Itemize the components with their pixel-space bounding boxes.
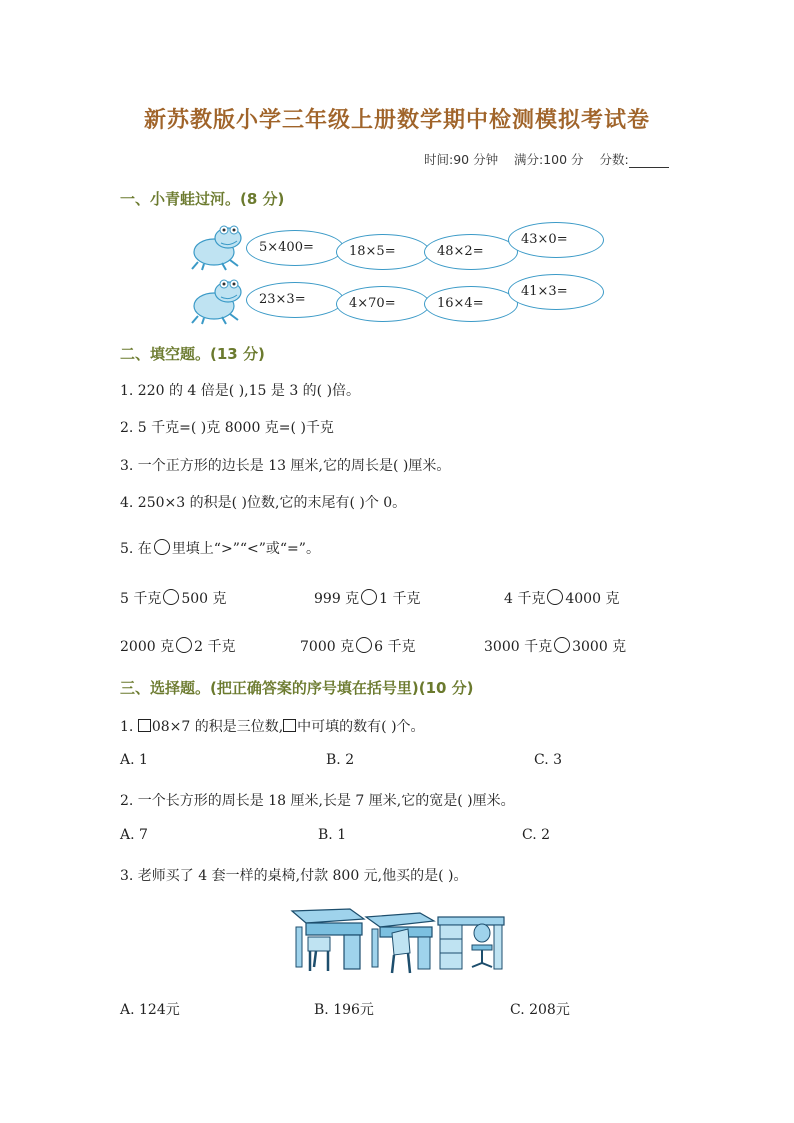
compare-right: 4000 克	[565, 591, 620, 607]
question-3-2: 2. 一个长方形的周长是 18 厘米,长是 7 厘米,它的宽是( )厘米。	[120, 793, 515, 809]
compare-item	[120, 588, 227, 608]
time-limit: 时间:90 分钟	[424, 152, 499, 167]
calc-expression: 41×3=	[521, 284, 568, 299]
compare-left: 999 克	[314, 591, 360, 607]
calc-expression: 16×4=	[437, 296, 484, 311]
exam-meta	[424, 150, 669, 168]
compare-item	[120, 636, 235, 656]
compare-item	[504, 588, 619, 608]
calc-expression: 18×5=	[349, 244, 396, 259]
section-1-heading: 一、小青蛙过河。(8 分)	[120, 190, 285, 208]
compare-left: 3000 千克	[484, 639, 553, 655]
question-text: 1.	[120, 719, 138, 735]
calc-oval[interactable]	[246, 230, 344, 266]
section-3-heading: 三、选择题。(把正确答案的序号填在括号里)(10 分)	[120, 679, 474, 697]
score-blank[interactable]	[629, 155, 669, 168]
question-text: 里填上“>”“<”或“=”。	[171, 541, 320, 557]
question-2-4: 4. 250×3 的积是( )位数,它的末尾有( )个 0。	[120, 495, 407, 511]
calc-expression: 43×0=	[521, 232, 568, 247]
compare-right: 3000 克	[572, 639, 627, 655]
desk-and-chair-illustration	[288, 903, 506, 975]
question-text: 5. 在	[120, 541, 152, 557]
compare-circle[interactable]	[554, 637, 570, 653]
calc-expression: 5×400=	[259, 240, 314, 255]
compare-circle[interactable]	[547, 589, 563, 605]
square-box-icon	[138, 719, 151, 732]
score-label: 分数:	[599, 152, 629, 167]
square-box-icon	[283, 719, 296, 732]
frog-icon	[188, 276, 246, 326]
calc-oval[interactable]	[336, 234, 430, 270]
option-b[interactable]: B. 196元	[314, 1002, 374, 1018]
question-2-5	[120, 538, 320, 558]
compare-right: 2 千克	[194, 639, 236, 655]
calc-expression: 48×2=	[437, 244, 484, 259]
compare-circle[interactable]	[176, 637, 192, 653]
question-2-3: 3. 一个正方形的边长是 13 厘米,它的周长是( )厘米。	[120, 458, 451, 474]
compare-circle[interactable]	[163, 589, 179, 605]
option-c[interactable]: C. 2	[522, 827, 551, 843]
question-3-3: 3. 老师买了 4 套一样的桌椅,付款 800 元,他买的是( )。	[120, 868, 468, 884]
option-a[interactable]: A. 7	[120, 827, 148, 843]
compare-left: 4 千克	[504, 591, 546, 607]
circle-icon	[154, 539, 170, 555]
calc-oval[interactable]	[508, 222, 604, 258]
calc-oval[interactable]	[246, 282, 344, 318]
section-2-heading: 二、填空题。(13 分)	[120, 345, 265, 363]
compare-right: 500 克	[181, 591, 227, 607]
calc-oval[interactable]	[508, 274, 604, 310]
compare-left: 5 千克	[120, 591, 162, 607]
exam-title: 新苏教版小学三年级上册数学期中检测模拟考试卷	[143, 107, 650, 133]
question-2-1: 1. 220 的 4 倍是( ),15 是 3 的( )倍。	[120, 383, 361, 399]
compare-left: 7000 克	[300, 639, 355, 655]
compare-item	[300, 636, 415, 656]
question-text: 08×7 的积是三位数,	[151, 719, 284, 735]
compare-circle[interactable]	[361, 589, 377, 605]
option-c[interactable]: C. 208元	[510, 1002, 570, 1018]
calc-expression: 4×70=	[349, 296, 396, 311]
compare-right: 1 千克	[379, 591, 421, 607]
option-a[interactable]: A. 1	[120, 752, 148, 768]
compare-right: 6 千克	[374, 639, 416, 655]
calc-oval[interactable]	[424, 234, 518, 270]
full-score: 满分:100 分	[514, 152, 584, 167]
compare-item	[484, 636, 626, 656]
option-a[interactable]: A. 124元	[120, 1002, 180, 1018]
calc-expression: 23×3=	[259, 292, 306, 307]
compare-item	[314, 588, 421, 608]
question-2-2: 2. 5 千克=( )克 8000 克=( )千克	[120, 420, 334, 436]
option-b[interactable]: B. 1	[318, 827, 347, 843]
compare-left: 2000 克	[120, 639, 175, 655]
option-b[interactable]: B. 2	[326, 752, 355, 768]
question-3-1	[120, 716, 425, 736]
frog-icon	[188, 222, 246, 272]
compare-circle[interactable]	[356, 637, 372, 653]
option-c[interactable]: C. 3	[534, 752, 563, 768]
question-text: 中可填的数有( )个。	[297, 719, 425, 735]
calc-oval[interactable]	[336, 286, 430, 322]
calc-oval[interactable]	[424, 286, 518, 322]
